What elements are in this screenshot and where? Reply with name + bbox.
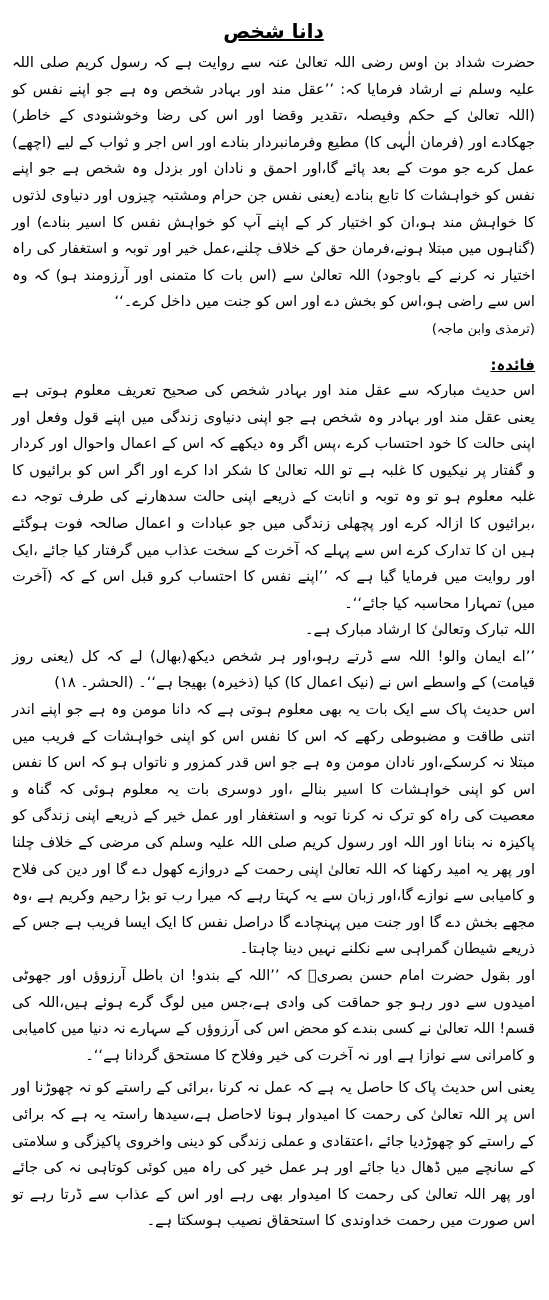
conclusion-paragraph: یعنی اس حدیث پاک کا حاصل یہ ہے کہ عمل نہ کرنا ،برائی کے راستے کو نہ چھوڑنا اور اس پر اللہ تعالیٰ کی رحمت کا امیدوار ہونا لاحاصل ہے،سیدھا راستہ یہ ہے کہ برائی کے راستے کو چھوڑدیا جائے ،اعتقادی و عملی زندگی کو دینی واخروی پاکیزگی و سلامتی کے سانچے میں ڈھال دیا جائے اور ہر عمل خیر کی راہ میں کوئی کوتاہی نہ کی جائے اور پھر اللہ تعالیٰ کی رحمت کا امیدوار بھی رہے اور اس کے عذاب سے ڈرتا رہے تو اس صورت میں رحمت خداوندی کا استحقاق نصیب ہوسکتا ہے۔ [12,1079,535,1230]
hasan-basri-paragraph: اور بقول حضرت امام حسن بصریؒ کہ ’’اللہ کے بندو! ان باطل آرزوؤں اور جھوٹی امیدوں سے دور رہو جو حماقت کی وادی ہے،جس میں لوگ گرے ہوئے ہیں،اللہ کی قسم! اللہ تعالیٰ نے کسی بندے کو محض اس کی آرزوؤں کے سہارے نہ دنیا میں کامیابی و کامرانی سے نوازا ہے اور نہ آخرت کی خیر وفلاح کا مستحق گردانا ہے‘‘۔ [12,967,535,1064]
hadith-reference: (ترمذی وابن ماجہ) [431,321,535,337]
quran-intro: اللہ تبارک وتعالیٰ کا ارشاد مبارک ہے۔ [304,621,535,639]
quran-verse: ’’اے ایمان والو! اللہ سے ڈرتے رہو،اور ہر شخص دیکھ(بھال) لے کہ کل (یعنی روز قیامت) کے واسطے اس نے (نیک اعمال کا) کیا (ذخیرہ) بھیجا ہے‘‘۔ (الحشر۔ ۱۸) [12,647,535,692]
article-title: دانا شخص [223,19,324,43]
hadith-text: حضرت شداد بن اوس رضی اللہ تعالیٰ عنہ سے روایت ہے کہ رسول کریم صلی اللہ علیہ وسلم نے ارشاد فرمایا کہ: ’’عقل مند اور بہادر شخص وہ ہے جو اپنے نفس کو (اللہ تعالیٰ کے حکم وفیصلہ ،تقدیر وقضا اور اس کی رضا وخوشنودی کے خاطر) جھکادے اور (فرمان الٰہی کا) مطیع وفرمانبردار بنادے اور اس اجر و ثواب کے لیے (اچھے) عمل کرے جو موت کے بعد پائے گا،اور احمق و نادان اور بزدل وہ شخص ہے جو اپنے نفس کو خواہشات کا تابع بنادے (یعنی نفس جن حرام ومشتبہ چیزوں اور دنیاوی لذتوں کا خواہش مند ہو،ان کو اختیار کر کے اپنے آپ کو خواہش نفس کا اسیر بنادے) اور (گناہوں میں مبتلا ہونے،فرمان حق کے خلاف چلنے،عمل خیر اور توبہ و استغفار کی راہ اختیار نہ کرنے کے باوجود) اللہ تعالیٰ سے (اس بات کا متمنی اور آرزومند ہو) کہ وہ اس سے راضی ہو،اس کو بخش دے اور اس کو جنت میں داخل کرے۔‘‘ [12,54,535,311]
faida-heading: فائدہ: [490,355,535,374]
faida-paragraph-1: اس حدیث مبارکہ سے عقل مند اور بہادر شخص کی صحیح تعریف معلوم ہوتی ہے یعنی عقل مند اور بہادر وہ شخص ہے جو اپنی دنیاوی زندگی میں اپنے قول وفعل اور اپنی حالت کا خود احتساب کرے ،پس اگر وہ دیکھے کہ اس کے اعمال واحوال اور کردار و گفتار پر نیکیوں کا غلبہ ہے تو اللہ تعالیٰ کا شکر ادا کرے اور اگر اس کو برائیوں کا غلبہ معلوم ہو تو وہ توبہ و انابت کے ذریعے اپنی حالت سدھارنے کی طرف توجہ دے ،برائیوں کا ازالہ کرے اور پچھلی زندگی میں جو عبادات و اعمال صالحہ فوت ہوگئے ہیں ان کا تدارک کرے اس سے پہلے کہ آخرت کے سخت عذاب میں گرفتار کیا جائے ،ایک اور روایت میں فرمایا گیا ہے کہ ’’اپنے نفس کا احتساب کرو قبل اس کے کہ (آخرت میں) تمہارا محاسبہ کیا جائے‘‘۔ [12,381,535,612]
faida-paragraph-2: اس حدیث پاک سے ایک بات یہ بھی معلوم ہوتی ہے کہ دانا مومن وہ ہے جو اپنے اندر اتنی طاقت و مضبوطی رکھے کہ اس کا نفس اس کو اپنی خواہشات کے فریب میں مبتلا نہ کرسکے،اور نادان مومن وہ ہے جو اس قدر کمزور و ناتواں ہو کہ اس کا نفس اس کو اپنی خواہشات کا اسیر بنالے ،اور دوسری بات یہ معلوم ہوئی کہ گناہ و معصیت کی راہ کو ترک نہ کرنا توبہ و استغفار اور عمل خیر کے ذریعے اپنی زندگی کو پاکیزہ نہ بنانا اور اللہ اور رسول کریم صلی اللہ علیہ وسلم کی مرضی کے خلاف چلنا اور پھر یہ امید رکھنا کہ اللہ تعالیٰ اپنی رحمت کے دروازے کھول دے گا اور دین کی فلاح و کامیابی سے نوازے گا،اور زبان سے یہ کہتا رہے کہ میرا رب تو بڑا رحیم وکریم ہے ،وہ مجھے بخش دے گا اور جنت میں پہنچادے گا دراصل نفس کا ایک ایسا فریب ہے جس کے ذریعے شیطان گمراہی سے نکلنے نہیں دینا چاہتا۔ [12,701,535,958]
